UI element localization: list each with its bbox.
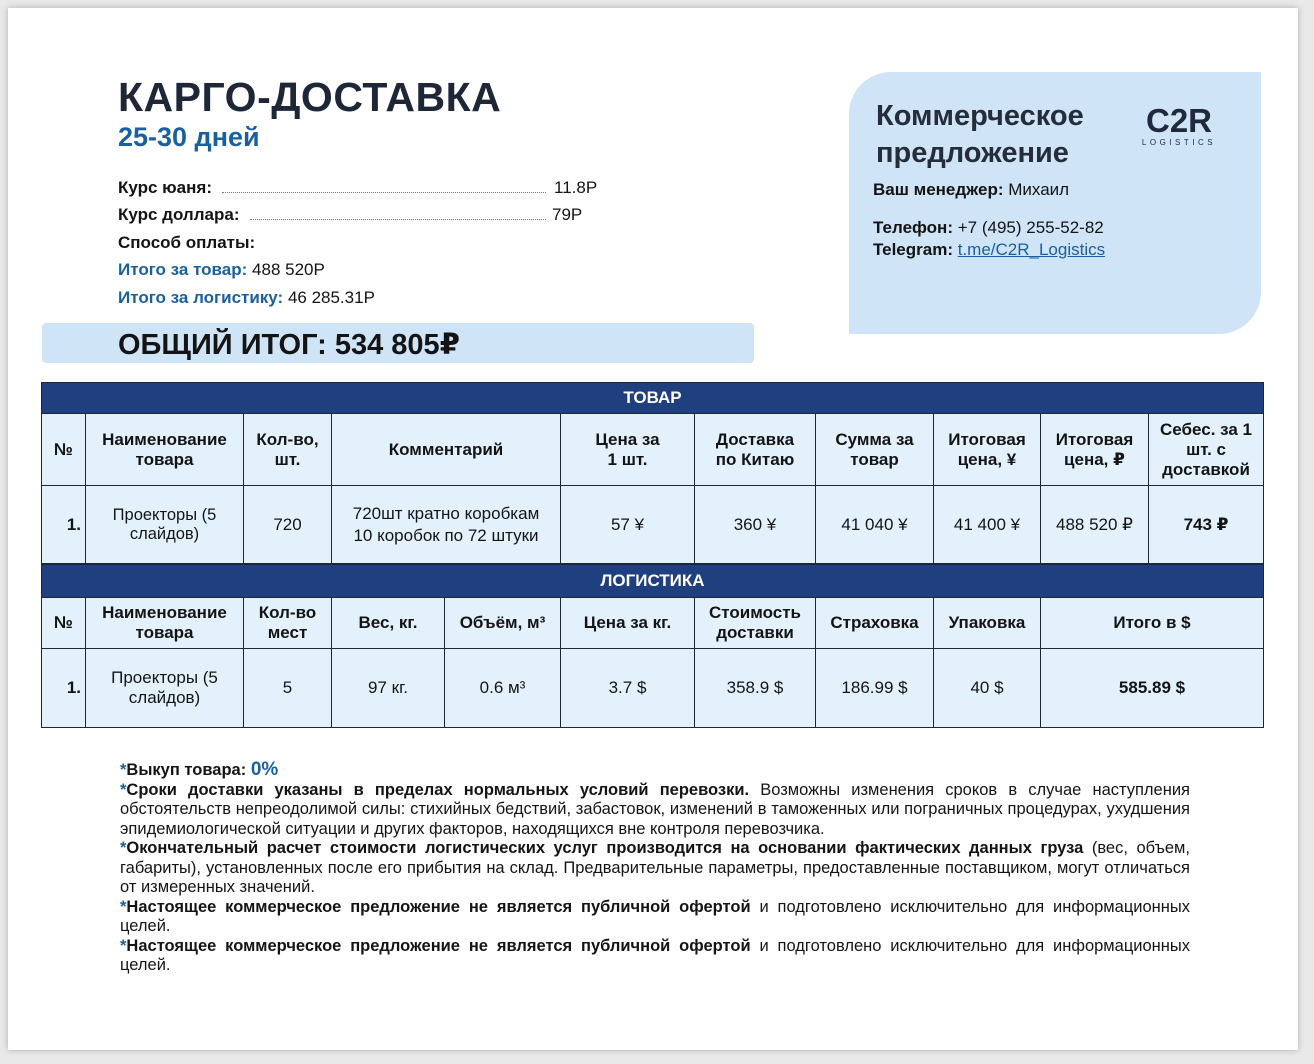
note-buyout: *Выкуп товара: 0% (120, 759, 279, 780)
cell-total-cny: 41 400 ¥ (934, 486, 1041, 564)
goods-total-label: Итого за товар: (118, 260, 248, 279)
goods-table (41, 382, 1264, 564)
payment-method-row (118, 233, 255, 253)
cell-quantity: 720 (244, 486, 332, 564)
col-header: Кол-во мест (244, 598, 332, 649)
dollar-rate-label: Курс доллара: (118, 205, 240, 224)
page-title: КАРГО-ДОСТАВКА (118, 74, 502, 120)
dollar-rate-row (118, 205, 239, 225)
c2r-logo (1130, 102, 1228, 148)
col-header: Итого в $ (1041, 598, 1264, 649)
offer-title (876, 98, 1084, 172)
col-header: Сумма за товар (816, 414, 934, 486)
logo-text: C2R (1145, 102, 1213, 139)
buyout-value: 0% (250, 759, 279, 780)
col-header: Кол-во, шт. (244, 414, 332, 486)
cell-unit-price: 57 ¥ (561, 486, 695, 564)
logistics-total-label: Итого за логистику: (118, 288, 284, 307)
note-bold: Настоящее коммерческое предложение не является публичной офертой (126, 936, 751, 955)
col-header: Итоговая цена, ¥ (934, 414, 1041, 486)
cell-packaging: 40 $ (934, 649, 1041, 728)
logo-subtext: LOGISTICS (1141, 138, 1217, 147)
payment-method-label: Способ оплаты: (118, 233, 256, 252)
note-not-offer: *Настоящее коммерческое предложение не является публичной офертой и подготовлено исключительно для информационных целей. (120, 897, 1190, 935)
manager-name: Михаил (1008, 180, 1070, 199)
logistics-table (41, 564, 1264, 728)
cell-total-usd: 585.89 $ (1041, 649, 1264, 728)
cell-product: Проекторы (5 слайдов) (86, 486, 244, 564)
offer-title-line1: Коммерческое (876, 100, 1084, 132)
buyout-label: Выкуп товара: (126, 761, 247, 779)
table-row (42, 649, 1264, 728)
col-header: Вес, кг. (332, 598, 445, 649)
col-header: Себес. за 1 шт. с доставкой (1149, 414, 1264, 486)
telegram-label: Telegram: (873, 240, 953, 259)
col-header: Упаковка (934, 598, 1041, 649)
dollar-rate-value: 79Р (552, 205, 583, 224)
yuan-rate-label: Курс юаня: (118, 178, 212, 197)
cell-volume: 0.6 м³ (445, 649, 561, 728)
col-header: Цена за кг. (561, 598, 695, 649)
col-header: Страховка (816, 598, 934, 649)
note-bold: Настоящее коммерческое предложение не является публичной офертой (126, 897, 751, 916)
note-text: Возможны изменения сроков в случае наступления обстоятельств непреодолимой силы: стихийных бедствий, забастовок, изменений в таможенных или пограничных процедурах, ухудшения эпидемиологической ситуации и других факторов, находящихся вне контроля перевозчика. (120, 780, 1190, 838)
dot-leader (250, 219, 546, 220)
note-text: и подготовлено исключительно для информационных целей. (120, 936, 1190, 974)
goods-total-value: 488 520Р (252, 260, 325, 279)
offer-title-line2: предложение (876, 137, 1069, 169)
dot-leader (222, 192, 546, 193)
delivery-time: 25-30 дней (118, 122, 260, 152)
cell-weight: 97 кг. (332, 649, 445, 728)
cell-unit-cost: 743 ₽ (1149, 486, 1264, 564)
table-row (42, 486, 1264, 564)
goods-total-row (118, 260, 325, 280)
col-header: Объём, м³ (445, 598, 561, 649)
logistics-section-header: ЛОГИСТИКА (42, 565, 1264, 598)
note-text: (вес, объем, габариты), установленных после его прибытия на склад. Предварительные параметры, предоставленные поставщиком, могут отличаться от измеренных значений. (120, 839, 1190, 896)
phone-number[interactable]: +7 (495) 255-52-82 (957, 218, 1104, 237)
cell-delivery-cost: 358.9 $ (695, 649, 816, 728)
cell-number: 1. (42, 486, 86, 564)
cell-product: Проекторы (5 слайдов) (86, 649, 244, 728)
cell-comment: 720шт кратно коробкам 10 коробок по 72 штуки (332, 486, 561, 564)
cell-total-rub: 488 520 ₽ (1041, 486, 1149, 564)
col-header: Доставка по Китаю (695, 414, 816, 486)
cell-price-per-kg: 3.7 $ (561, 649, 695, 728)
yuan-rate-row (118, 178, 212, 198)
cell-number: 1. (42, 649, 86, 728)
grand-total: ОБЩИЙ ИТОГ: 534 805₽ (118, 329, 460, 361)
col-header: Комментарий (332, 414, 561, 486)
phone-label: Телефон: (873, 218, 953, 237)
cell-places: 5 (244, 649, 332, 728)
note-text: и подготовлено исключительно для информационных целей. (120, 897, 1190, 935)
col-header: № (42, 414, 86, 486)
footnotes (120, 760, 1190, 976)
logistics-total-value: 46 285.31Р (287, 288, 375, 307)
cell-insurance: 186.99 $ (816, 649, 934, 728)
cell-goods-sum: 41 040 ¥ (816, 486, 934, 564)
manager-label: Ваш менеджер: (873, 180, 1004, 199)
col-header: Наименование товара (86, 598, 244, 649)
telegram-row (873, 240, 1105, 260)
telegram-link[interactable]: t.me/C2R_Logistics (957, 240, 1106, 259)
col-header: Цена за 1 шт. (561, 414, 695, 486)
note-bold: Окончательный расчет стоимости логистических услуг производится на основании фактических данных груза (126, 839, 1084, 857)
note-bold: Сроки доставки указаны в пределах нормальных условий перевозки. (126, 780, 750, 799)
col-header: Наименование товара (86, 414, 244, 486)
phone-row (873, 218, 1104, 238)
col-header: № (42, 598, 86, 649)
note-delivery-terms: *Сроки доставки указаны в пределах нормальных условий перевозки. Возможны изменения сроков в случае наступления обстоятельств непреодолимой силы: стихийных бедствий, забастовок, изменений в таможенных или пограничных процедурах, ухудшения эпидемиологической ситуации и других факторов, находящихся вне контроля перевозчика. (120, 780, 1190, 838)
col-header: Итоговая цена, ₽ (1041, 414, 1149, 486)
yuan-rate-value: 11.8Р (554, 178, 598, 197)
goods-section-header: ТОВАР (42, 383, 1264, 414)
cell-china-delivery: 360 ¥ (695, 486, 816, 564)
manager-row (873, 180, 1069, 200)
logistics-total-row (118, 288, 375, 308)
col-header: Стоимость доставки (695, 598, 816, 649)
note-not-offer-repeat: *Настоящее коммерческое предложение не является публичной офертой и подготовлено исключительно для информационных целей. (120, 936, 1190, 974)
note-final-calculation: *Окончательный расчет стоимости логистических услуг производится на основании фактических данных груза (вес, объем, габариты), установленных после его прибытия на склад. Предварительные параметры, предоставленные поставщиком, могут отличаться от измеренных значений. (120, 839, 1190, 896)
